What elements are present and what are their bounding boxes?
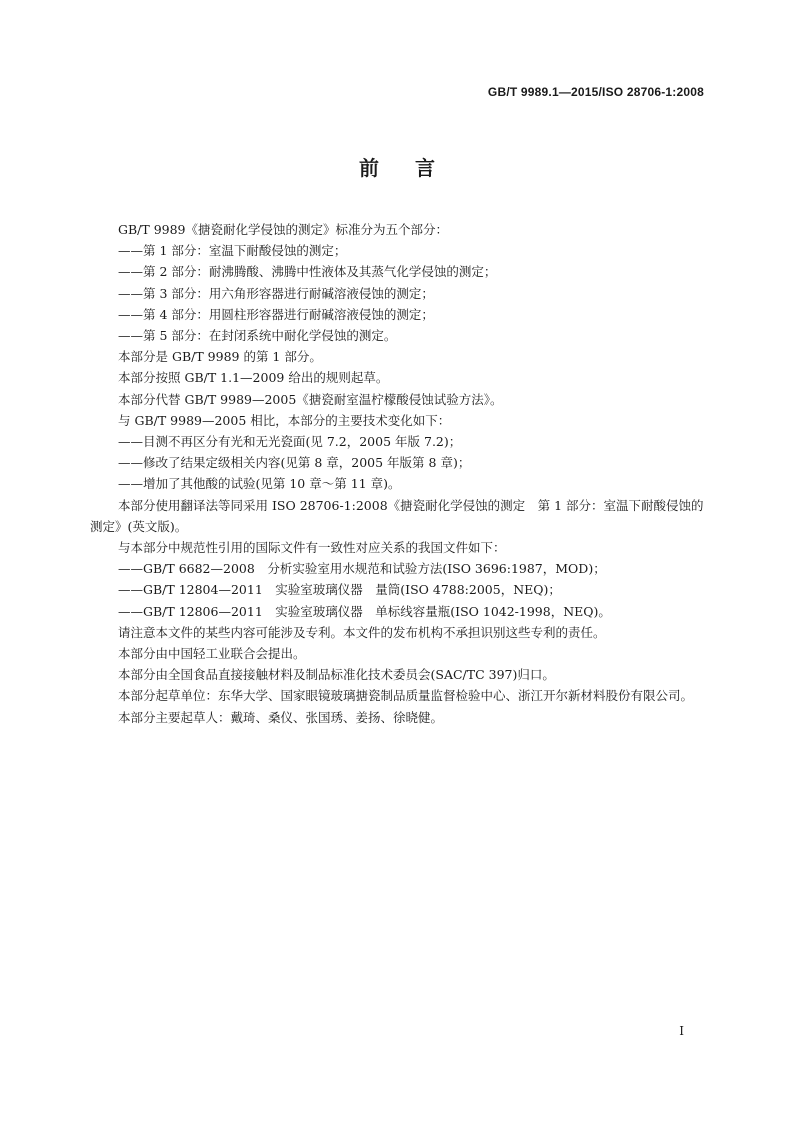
paragraph: 与本部分中规范性引用的国际文件有一致性对应关系的我国文件如下：	[118, 540, 506, 556]
list-item: ——目测不再区分有光和无光瓷面(见 7.2，2005 年版 7.2)；	[118, 434, 462, 450]
paragraph: 本部分是 GB/T 9989 的第 1 部分。	[118, 349, 322, 365]
page-number: I	[679, 1024, 684, 1038]
list-item: ——第 5 部分：在封闭系统中耐化学侵蚀的测定。	[118, 328, 397, 344]
paragraph: 本部分使用翻译法等同采用 ISO 28706-1:2008《搪瓷耐化学侵蚀的测定 第 1 部分：室温下耐酸侵蚀的测定》(英文版)。	[90, 497, 704, 534]
paragraph: 请注意本文件的某些内容可能涉及专利。本文件的发布机构不承担识别这些专利的责任。	[118, 624, 606, 640]
list-item: ——第 3 部分：用六角形容器进行耐碱溶液侵蚀的测定；	[118, 285, 434, 301]
paragraph: 与 GB/T 9989—2005 相比，本部分的主要技术变化如下：	[118, 412, 451, 428]
list-item: ——修改了结果定级相关内容(见第 8 章，2005 年版第 8 章)；	[118, 455, 471, 471]
list-item: ——GB/T 6682—2008 分析实验室用水规范和试验方法(ISO 3696:1987，MOD)；	[118, 561, 606, 577]
paragraph: 本部分由中国轻工业联合会提出。	[118, 646, 306, 662]
paragraph: 本部分主要起草人：戴琦、桑仪、张国琇、姜扬、徐晓健。	[118, 709, 444, 725]
list-item: ——第 4 部分：用圆柱形容器进行耐碱溶液侵蚀的测定；	[118, 306, 434, 322]
list-item: ——第 1 部分：室温下耐酸侵蚀的测定；	[118, 243, 347, 259]
foreword-body	[90, 219, 704, 728]
paragraph: 本部分代替 GB/T 9989—2005《搪瓷耐室温柠檬酸侵蚀试验方法》。	[118, 391, 503, 407]
page-title: 前言	[359, 156, 471, 180]
list-item: ——增加了其他酸的试验(见第 10 章～第 11 章)。	[118, 476, 401, 492]
paragraph: 本部分由全国食品直接接触材料及制品标准化技术委员会(SAC/TC 397)归口。	[118, 667, 555, 683]
list-item: ——第 2 部分：耐沸腾酸、沸腾中性液体及其蒸气化学侵蚀的测定；	[118, 264, 497, 280]
standard-code-header: GB/T 9989.1—2015/ISO 28706-1:2008	[487, 85, 704, 99]
list-item: ——GB/T 12806—2011 实验室玻璃仪器 单标线容量瓶(ISO 1042-1998，NEQ)。	[118, 603, 611, 619]
paragraph: 本部分起草单位：东华大学、国家眼镜玻璃搪瓷制品质量监督检验中心、浙江开尔新材料股份有限公司。	[118, 688, 694, 704]
list-item: ——GB/T 12804—2011 实验室玻璃仪器 量筒(ISO 4788:2005，NEQ)；	[118, 582, 561, 598]
paragraph: GB/T 9989《搪瓷耐化学侵蚀的测定》标准分为五个部分：	[118, 222, 449, 237]
paragraph: 本部分按照 GB/T 1.1—2009 给出的规则起草。	[118, 370, 389, 386]
